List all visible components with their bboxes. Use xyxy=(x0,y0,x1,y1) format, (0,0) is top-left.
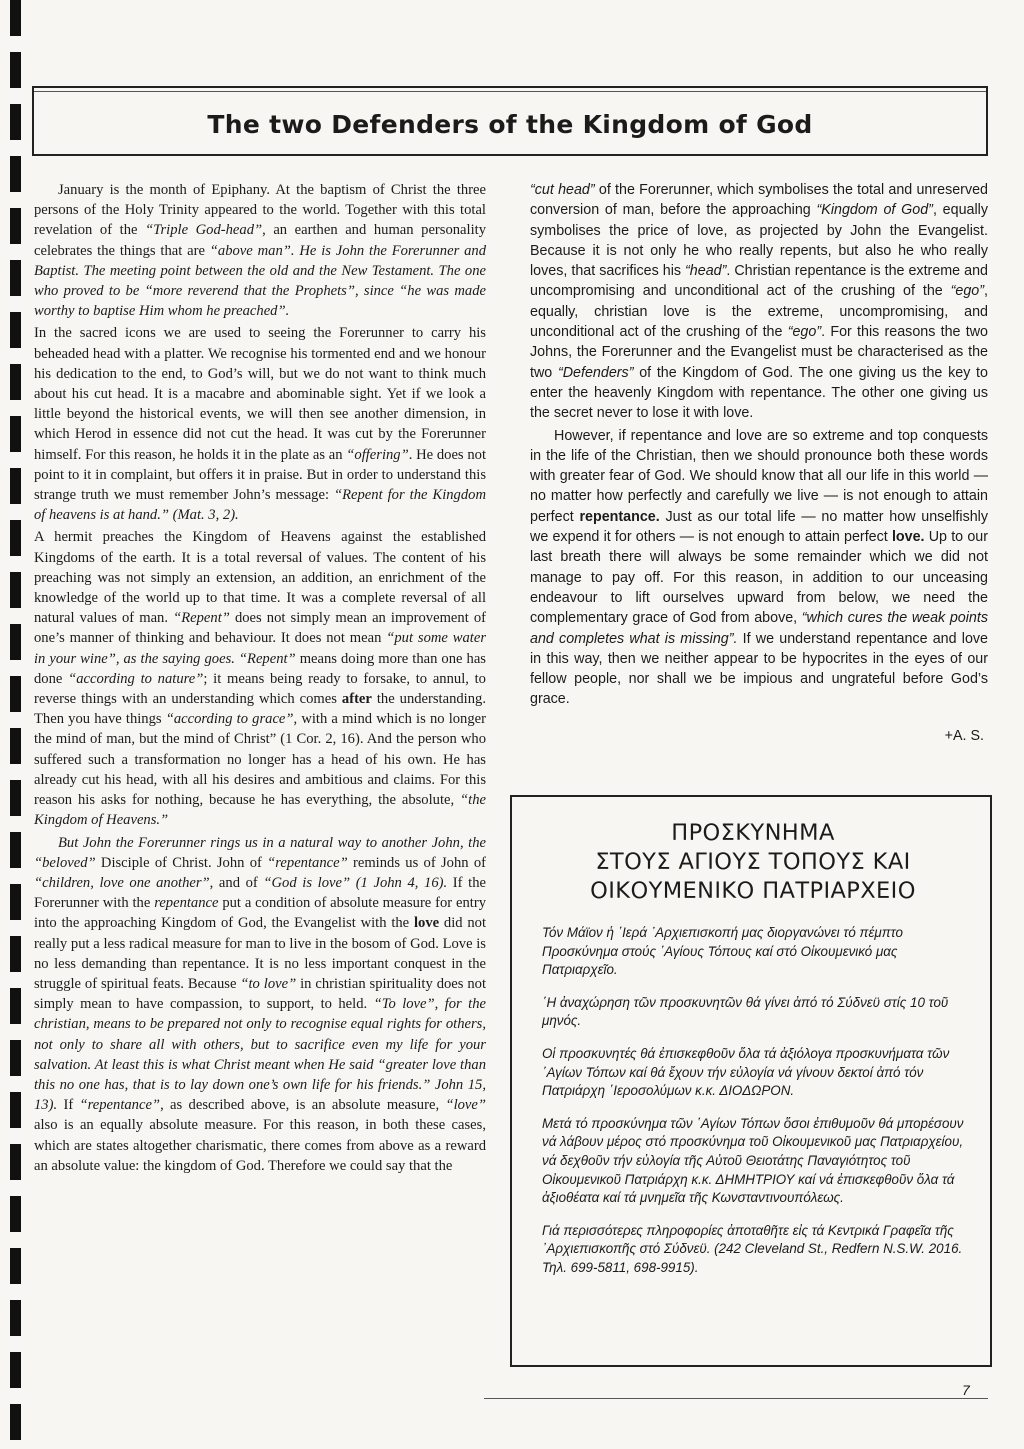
notice-paragraph: Τόν Μάϊον ἡ ῾Ιερά ᾿Αρχιεπισκοπή μας διοργανώνει τό πέμπτο Προσκύνημα στούς ῾Αγίους Τόπους καί στό Οἰκουμενικό μας Πατριαρχεῖο. xyxy=(542,925,903,978)
page-number: 7 xyxy=(962,1382,970,1398)
author-signature: +A. S. xyxy=(944,727,984,744)
notice-paragraph: Γιά περισσότερες πληροφορίες ἀποταθῆτε εἰς τά Κεντρικά Γραφεῖα τῆς ᾿Αρχιεπισκοπῆς στό Σύδνεϋ. (242 Cleveland St., Redfern N.S.W. 2016. Τηλ. 699-5811, 698-9915). xyxy=(542,1222,963,1275)
paragraph: January is the month of Epiphany. At the baptism of Christ the three persons of the Holy Trinity appeared to the world. Together with this total revelation of the “Triple God-head”, an earthen and human personality celebrates the things that are “above man”. He is John the Forerunner and Baptist. The meeting point between the old and the New Testament. The one who proved to be “more reverend that the Prophets”, since “he was made worthy to baptise Him whom he preached”. xyxy=(34,182,486,320)
paragraph: But John the Forerunner rings us in a natural way to another John, the “beloved” Disciple of Christ. John of “repentance” reminds us of John of “children, love one another”, and of “God is love” (1 John 4, 16). If the Forerunner with the repentance put a condition of absolute measure for entry into the approaching Kingdom of God, the Evangelist with the love did not really put a less radical measure for man to live in the bosom of God. Love is no less demanding than repentance. It is no less important conquest in the struggle of spiritual feats. Because “to love” in christian spirituality does not simply mean to have compassion, to support, to held. “To love”, for the christian, means to be prepared not only to recognise equal rights for others, not only to share all with others, but to sacrifice even my life for your salvation. At least this is what Christ meant when He said “greater love than this no one has, that is to lay down one’s own life for his friends.” John 15, 13). If “repentance”, as described above, is an absolute measure, “love” also is an equally absolute measure. For this reason, in both these cases, which are states altogether charismatic, there comes from above as a reward an absolute value: the kingdom of God. Therefore we could say that the xyxy=(34,834,487,1174)
notice-paragraph: Οἱ προσκυνητές θά ἐπισκεφθοῦν ὅλα τά ἀξιόλογα προσκυνήματα τῶν ῾Αγίων Τόπων καί θά ἔχουν τήν εὐλογία νά γίνουν δεκτοί ἀπό τόν Πατριάρχη ῾Ιεροσολύμων κ.κ. ΔΙΟΔΩΡΟΝ. xyxy=(542,1045,950,1099)
right-column xyxy=(530,180,988,746)
left-column xyxy=(34,180,486,1176)
notice-paragraph: ῾Η ἀναχώρηση τῶν προσκυνητῶν θά γίνει ἀπό τό Σύδνεϋ στίς 10 τοῦ μηνός. xyxy=(542,994,949,1029)
scan-binding-edge xyxy=(10,0,21,1449)
notice-paragraph: Μετά τό προσκύνημα τῶν ῾Αγίων Τόπων ὅσοι ἐπιθυμοῦν θά μποpέσουν νά λάβουν μέρος στό προσκύνημα τοῦ Οἰκουμενικοῦ μας Πατριαρχείου, νά δεχθοῦν τήν εὐλογία τῆς Αὐτοῦ Θειοτάτης Παναγιότητος τοῦ Οἰκουμενικοῦ Πατριάρχη κ.κ. ΔΗΜΗΤΡΙΟΥ καί νά ἐπισκεφθοῦν ὅλα τά ἀξιοθέατα καί τά μνημεῖα τῆς Κωνσταντινουπόλεως. xyxy=(542,1115,964,1206)
title-box xyxy=(32,86,988,156)
paragraph: A hermit preaches the Kingdom of Heavens against the established Kingdoms of the earth. It is a total reversal of values. The content of his preaching was not simply an extension, an addition, an enrichment of the knowledge of the world up to that time. It was a complete reversal of all natural values of man. “Repent” does not simply mean an improvement of one’s manner of thinking and behaviour. It does not mean “put some water in your wine”, as the saying goes. “Repent” means doing more than one has done “according to nature”; it means being ready to forsake, to annul, to reverse things with an understanding which comes after the understanding. Then you have things “according to grace”, with a mind which is no longer the mind of man, but the mind of Christ” (1 Cor. 2, 16). And the person who suffered such a transformation no longer has a head of his own. He has already cut his head, with all his desires and ambitious and claims. For this reason his asks for nothing, because he has everything, the absolute, “the Kingdom of Heavens.” xyxy=(34,529,487,829)
paragraph: However, if repentance and love are so extreme and top conquests in the life of the Christian, then we should pronounce both these words with greater fear of God. We should know that all our life in this world — no matter how perfectly and carefully we live — is not enough to attain perfect repentance. Just as our total life — no matter how unselfishly we expend it for others — is not enough to attain perfect love. Up to our last breath there will always be some remainder which we did not manage to pay off. For this reason, in addition to our unceasing endeavour to lift ourselves upward from below, we need the complementary grace of God from above, “which cures the weak points and completes what is missing”. If we understand repentance and love in this way, then we neither appear to be hypocrites in the eyes of our fellow people, nor shall we be impious and ungrateful before God’s grace. xyxy=(530,427,989,708)
paragraph: In the sacred icons we are used to seeing the Forerunner to carry his beheaded head with a platter. We recognise his tormented end and we honour his dedication to the end, to God’s will, but we do not want to think much about his cut head. It is a macabre and abominable sight. Yet if we look a little beyond the historical events, we will then see another dimension, in which Herod in essence did not cut the head. It was cut by the Forerunner himself. For this reason, he holds it in the plate as an “offering”. He does not point to it in complaint, but offers it in praise. But in order to understand this strange truth we must remember John’s message: “Repent for the Kingdom of heavens is at hand.” (Mat. 3, 2). xyxy=(34,325,486,524)
notice-heading: ΠΡΟΣΚΥΝΗΜΑ ΣΤΟΥΣ ΑΓΙΟΥΣ ΤΟΠΟΥΣ ΚΑΙ ΟΙΚΟΥΜΕΝΙΚΟ ΠΑΤΡΙΑΡΧΕΙΟ xyxy=(590,820,916,904)
page-title: The two Defenders of the Kingdom of God xyxy=(207,110,813,139)
footer-rule xyxy=(484,1398,988,1399)
paragraph: “cut head” of the Forerunner, which symbolises the total and unreserved conversion of man, before the approaching “Kingdom of God”, equally symbolises the price of love, as projected by John the Evangelist. Because it is not only he who really repents, but also he who really loves, that sacrifices his “head”. Christian repentance is the extreme and uncompromising and unconditional act of the crushing of the “ego”, equally, christian love is the extreme, uncompromising, and unconditional act of the crushing of the “ego”. For this reasons the two Johns, the Forerunner and the Evangelist must be characterised as the two “Defenders” of the Kingdom of God. The one giving us the key to enter the heavenly Kingdom with repentance. The other one giving us the secret never to lose it with love. xyxy=(530,182,989,422)
pilgrimage-notice-box xyxy=(510,795,992,1367)
